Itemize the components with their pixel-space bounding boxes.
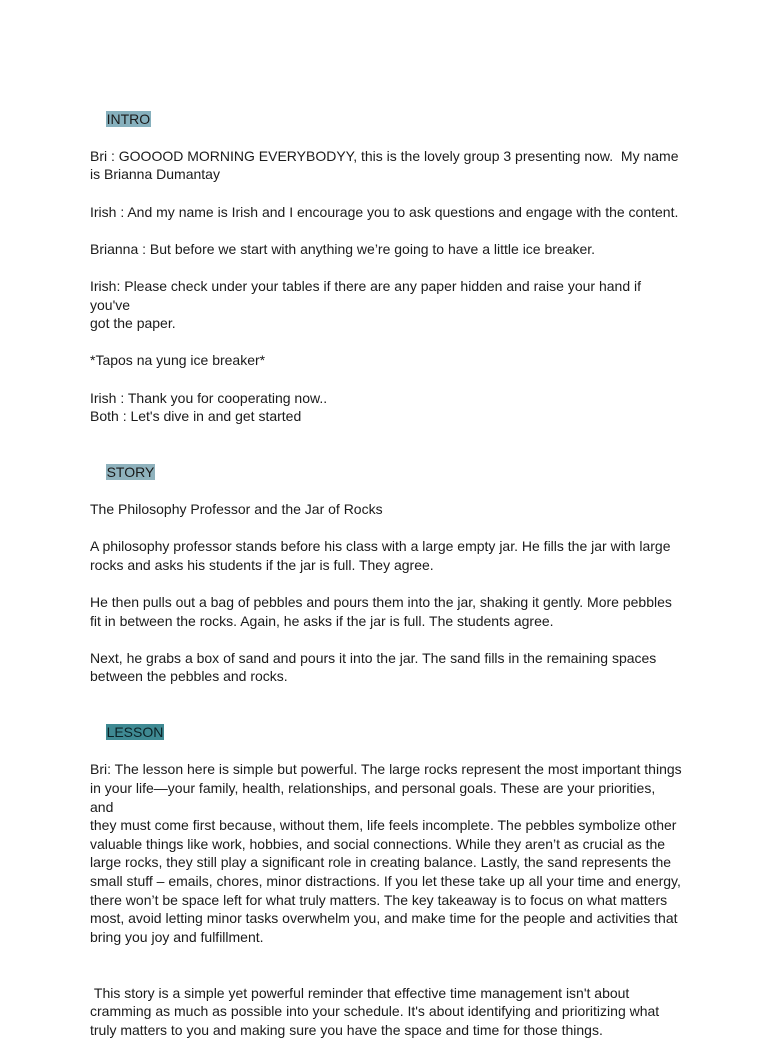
- blank-line: [90, 630, 682, 649]
- intro-line: Irish: Please check under your tables if there are any paper hidden and raise your hand if you've: [90, 277, 645, 313]
- intro-heading: INTRO: [106, 110, 151, 127]
- story-line: Next, he grabs a box of sand and pours it into the jar. The sand fills in the remaining spaces: [90, 649, 657, 666]
- story-line: between the pebbles and rocks.: [90, 668, 288, 685]
- blank-line: [90, 184, 682, 203]
- intro-line: Irish : And my name is Irish and I encourage you to ask questions and engage with the content.: [90, 203, 679, 220]
- lesson-line: there won’t be space left for what truly matters. The key takeaway is to focus on what matters: [90, 891, 668, 908]
- blank-line: [90, 258, 682, 277]
- intro-line: is Brianna Dumantay: [90, 166, 220, 183]
- lesson-line: in your life—your family, health, relationships, and personal goals. These are your priorities, and: [90, 779, 660, 815]
- lesson-heading-line: [90, 705, 682, 761]
- closing-line: truly matters to you and making sure you have the space and time for those things.: [90, 1021, 603, 1038]
- blank-line: [90, 370, 682, 389]
- closing-line: cramming as much as possible into your schedule. It's about identifying and prioritizing what: [90, 1003, 660, 1020]
- story-title: The Philosophy Professor and the Jar of Rocks: [90, 501, 383, 518]
- section-gap: [90, 426, 682, 445]
- story-line: fit in between the rocks. Again, he asks if the jar is full. The students agree.: [90, 612, 554, 629]
- story-line: He then pulls out a bag of pebbles and pours them into the jar, shaking it gently. More pebbles: [90, 594, 672, 611]
- section-gap: [90, 686, 682, 705]
- lesson-line: Bri: The lesson here is simple but powerful. The large rocks represent the most important things: [90, 761, 682, 778]
- section-gap: [90, 946, 682, 965]
- story-heading-line: [90, 444, 682, 500]
- blank-line: [90, 333, 682, 352]
- blank-line: [90, 519, 682, 538]
- intro-heading-line: [90, 91, 682, 147]
- closing-line: This story is a simple yet powerful reminder that effective time management isn't about: [90, 984, 630, 1001]
- blank-line: [90, 574, 682, 593]
- document-page: [90, 91, 682, 1039]
- lesson-line: small stuff – emails, chores, minor distractions. If you let these take up all your time and energy,: [90, 872, 681, 889]
- story-heading: STORY: [106, 463, 155, 480]
- intro-line: *Tapos na yung ice breaker*: [90, 352, 266, 369]
- intro-line: Bri : GOOOOD MORNING EVERYBODYY, this is the lovely group 3 presenting now. My name: [90, 147, 679, 164]
- intro-line: got the paper.: [90, 315, 176, 332]
- intro-line: Both : Let's dive in and get started: [90, 408, 302, 425]
- story-line: A philosophy professor stands before his class with a large empty jar. He fills the jar with large: [90, 538, 671, 555]
- intro-line: Brianna : But before we start with anything we’re going to have a little ice breaker.: [90, 240, 596, 257]
- lesson-line: bring you joy and fulfillment.: [90, 928, 264, 945]
- lesson-line: large rocks, they still play a significant role in creating balance. Lastly, the sand represents the: [90, 854, 672, 871]
- blank-line: [90, 221, 682, 240]
- section-gap: [90, 965, 682, 984]
- lesson-line: they must come first because, without them, life feels incomplete. The pebbles symbolize other: [90, 817, 677, 834]
- intro-line: Irish : Thank you for cooperating now..: [90, 389, 328, 406]
- story-line: rocks and asks his students if the jar is full. They agree.: [90, 556, 434, 573]
- lesson-heading: LESSON: [106, 724, 164, 741]
- lesson-line: most, avoid letting minor tasks overwhelm you, and make time for the people and activities that: [90, 910, 678, 927]
- lesson-line: valuable things like work, hobbies, and social connections. While they aren’t as crucial as the: [90, 835, 666, 852]
